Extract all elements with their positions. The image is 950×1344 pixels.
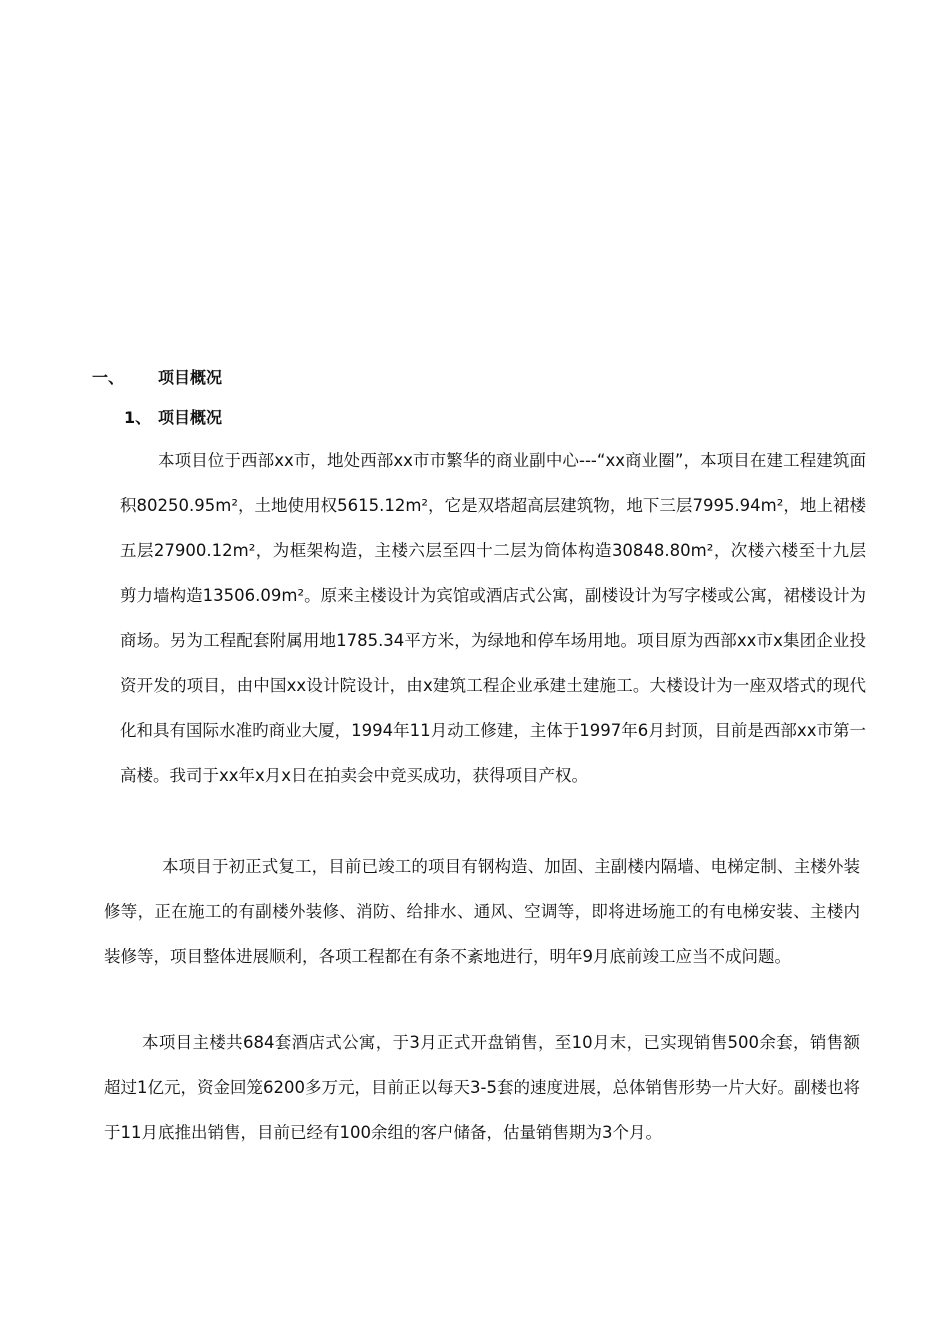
subsection-number: 1、	[124, 408, 152, 427]
section-title: 项目概况	[158, 368, 223, 387]
paragraph-sales-status: 本项目主楼共684套酒店式公寓，于3月正式开盘销售，至10月末，已实现销售500余套，销售额超过1亿元，资金回笼6200多万元，目前正以每天3-5套的速度进展，总体销售形势一片大好。副楼也将于11月底推出销售，目前已经有100余组的客户储备，估量销售期为3个月。	[104, 1033, 860, 1142]
section-number: 一、	[92, 368, 125, 387]
section-heading	[92, 366, 222, 390]
subsection-title: 项目概况	[158, 408, 223, 427]
paragraph-project-location: 本项目位于西部xx市，地处西部xx市市繁华的商业副中心---“xx商业圈”，本项目在建工程建筑面积80250.95m²，土地使用权5615.12m²，它是双塔超高层建筑物，地下三层7995.94m²，地上裙楼五层27900.12m²，为框架构造，主楼六层至四十二层为筒体构造30848.80m²，次楼六楼至十九层剪力墙构造13506.09m²。原来主楼设计为宾馆或酒店式公寓，副楼设计为写字楼或公寓，裙楼设计为商场。另为工程配套附属用地1785.34平方米，为绿地和停车场用地。项目原为西部xx市x集团企业投资开发的项目，由中国xx设计院设计，由x建筑工程企业承建土建施工。大楼设计为一座双塔式的现代化和具有国际水准旳商业大厦，1994年11月动工修建，主体于1997年6月封顶，目前是西部xx市第一高楼。我司于xx年x月x日在拍卖会中竞买成功，获得项目产权。	[120, 451, 866, 785]
subsection-heading	[124, 406, 222, 430]
paragraph-construction-progress: 本项目于初正式复工，目前已竣工的项目有钢构造、加固、主副楼内隔墙、电梯定制、主楼外装修等，正在施工的有副楼外装修、消防、给排水、通风、空调等，即将进场施工的有电梯安装、主楼内装修等，项目整体进展顺利，各项工程都在有条不紊地进行，明年9月底前竣工应当不成问题。	[104, 857, 860, 966]
